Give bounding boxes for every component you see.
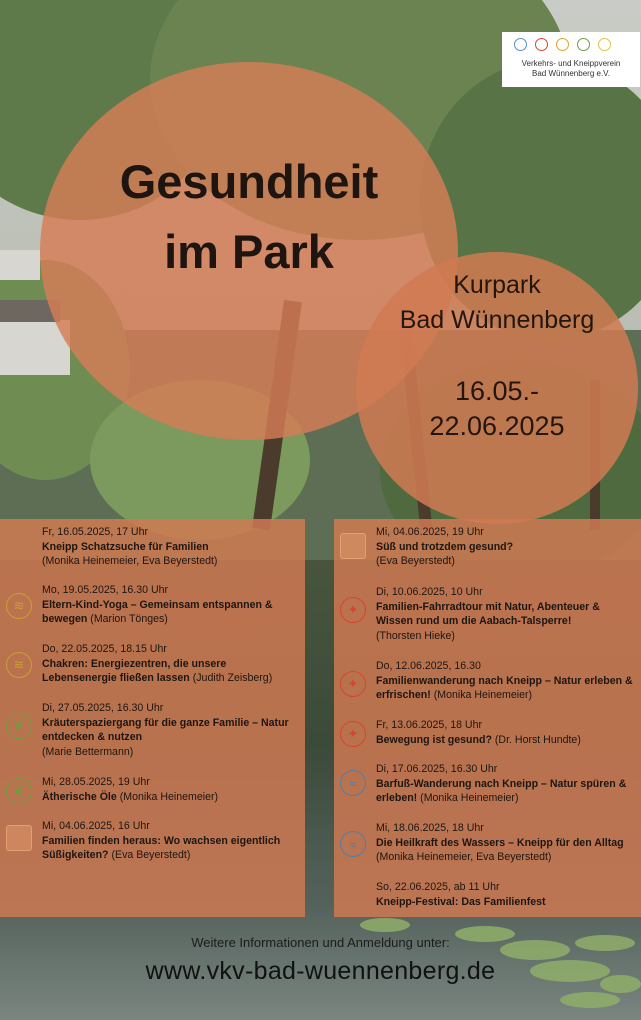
club-logo	[502, 32, 640, 87]
event-title: Familienwanderung nach Kneipp – Natur erleben & erfrischen!	[376, 674, 633, 701]
event-host: (Monika Heinemeier)	[119, 790, 219, 803]
event-title: Ätherische Öle	[42, 790, 117, 803]
logo-icon-row	[514, 38, 611, 51]
event-date: Mi, 04.06.2025, 16 Uhr	[42, 820, 150, 832]
runner-icon: ✦	[340, 597, 366, 623]
square-icon	[340, 533, 366, 559]
water-icon: ≈	[340, 831, 366, 857]
square-icon	[6, 825, 32, 851]
date-range-end: 22.06.2025	[429, 411, 565, 441]
drop-icon	[598, 38, 611, 51]
date-range-start: 16.05.-	[454, 376, 540, 406]
event-date: Fr, 16.05.2025, 17 Uhr	[42, 526, 149, 538]
event-title: Eltern-Kind-Yoga – Gemeinsam entspannen & bewegen	[42, 598, 273, 625]
leaf-icon	[577, 38, 590, 51]
event-date: Mo, 19.05.2025, 16.30 Uhr	[42, 584, 169, 596]
runner-icon: ✦	[340, 721, 366, 747]
event-title: Süß und trotzdem gesund?	[376, 540, 514, 553]
event-date: Mi, 18.06.2025, 18 Uhr	[376, 822, 484, 834]
logo-line-1: Verkehrs- und Kneippverein	[521, 59, 621, 68]
event-host: (Marion Tönges)	[90, 613, 168, 625]
water-icon: ≈	[340, 770, 366, 796]
event-date: Di, 10.06.2025, 10 Uhr	[376, 586, 483, 598]
footer-info: Weitere Informationen und Anmeldung unter:	[191, 935, 450, 950]
event-date: Di, 27.05.2025, 16.30 Uhr	[42, 702, 164, 714]
events-panel-left	[0, 519, 305, 917]
event-title: Kneipp-Festival: Das Familienfest	[376, 895, 546, 908]
stones-icon: ≋	[6, 652, 32, 678]
event-title: Chakren: Energiezentren, die unsere Lebensenergie fließen lassen	[42, 657, 227, 684]
title-line-2: im Park	[164, 225, 334, 278]
event-title: Die Heilkraft des Wassers – Kneipp für den Alltag	[376, 836, 624, 849]
event-date: Fr, 13.06.2025, 18 Uhr	[376, 719, 483, 731]
event-host: (Monika Heinemeier)	[420, 792, 519, 804]
event-host: (Eva Beyerstedt)	[111, 849, 191, 861]
logo-line-2: Bad Wünnenberg e.V.	[532, 69, 610, 78]
event-host: (Judith Zeisberg)	[192, 672, 273, 684]
event-title: Bewegung ist gesund?	[376, 733, 492, 746]
stones-icon: ≋	[6, 593, 32, 619]
location-line-2: Bad Wünnenberg	[399, 306, 595, 334]
leaf-icon: ❦	[6, 713, 32, 739]
event-title: Kneipp Schatzsuche für Familien	[42, 540, 209, 553]
event-date: Do, 12.06.2025, 16.30	[376, 660, 481, 672]
runner-icon	[535, 38, 548, 51]
event-title: Kräuterspaziergang für die ganze Familie – Natur entdecken & nutzen	[42, 716, 289, 743]
event-date: Mi, 04.06.2025, 19 Uhr	[376, 526, 484, 538]
event-host: (Marie Bettermann)	[42, 745, 134, 758]
event-title: Barfuß-Wanderung nach Kneipp – Natur spüren & erleben!	[376, 777, 627, 804]
event-title: Familien finden heraus: Wo wachsen eigentlich Süßigkeiten?	[42, 834, 281, 861]
leaf-icon: ❦	[6, 778, 32, 804]
event-date: Do, 22.05.2025, 18.15 Uhr	[42, 643, 167, 655]
herb-icon	[556, 38, 569, 51]
runner-icon: ✦	[340, 671, 366, 697]
logo-text	[502, 59, 640, 79]
events-panel-right	[334, 519, 641, 917]
heart-icon	[514, 38, 527, 51]
event-host: (Dr. Horst Hundte)	[494, 733, 581, 746]
event-title: Familien-Fahrradtour mit Natur, Abenteuer & Wissen rund um die Aabach-Talsperre!	[376, 600, 600, 627]
location-line-1: Kurpark	[453, 271, 541, 299]
website-link[interactable]: www.vkv-bad-wuennenberg.de	[145, 957, 496, 985]
title-line-1: Gesundheit	[119, 155, 379, 208]
event-host: (Monika Heinemeier)	[433, 689, 533, 701]
event-date: Di, 17.06.2025, 16.30 Uhr	[376, 763, 498, 775]
event-date: So, 22.06.2025, ab 11 Uhr	[376, 881, 500, 893]
event-date: Mi, 28.05.2025, 19 Uhr	[42, 776, 150, 788]
event-host: (Thorsten Hieke)	[376, 629, 455, 642]
event-host: (Eva Beyerstedt)	[376, 555, 455, 567]
event-host: (Monika Heinemeier, Eva Beyerstedt)	[376, 851, 552, 863]
event-host: (Monika Heinemeier, Eva Beyerstedt)	[42, 555, 218, 567]
